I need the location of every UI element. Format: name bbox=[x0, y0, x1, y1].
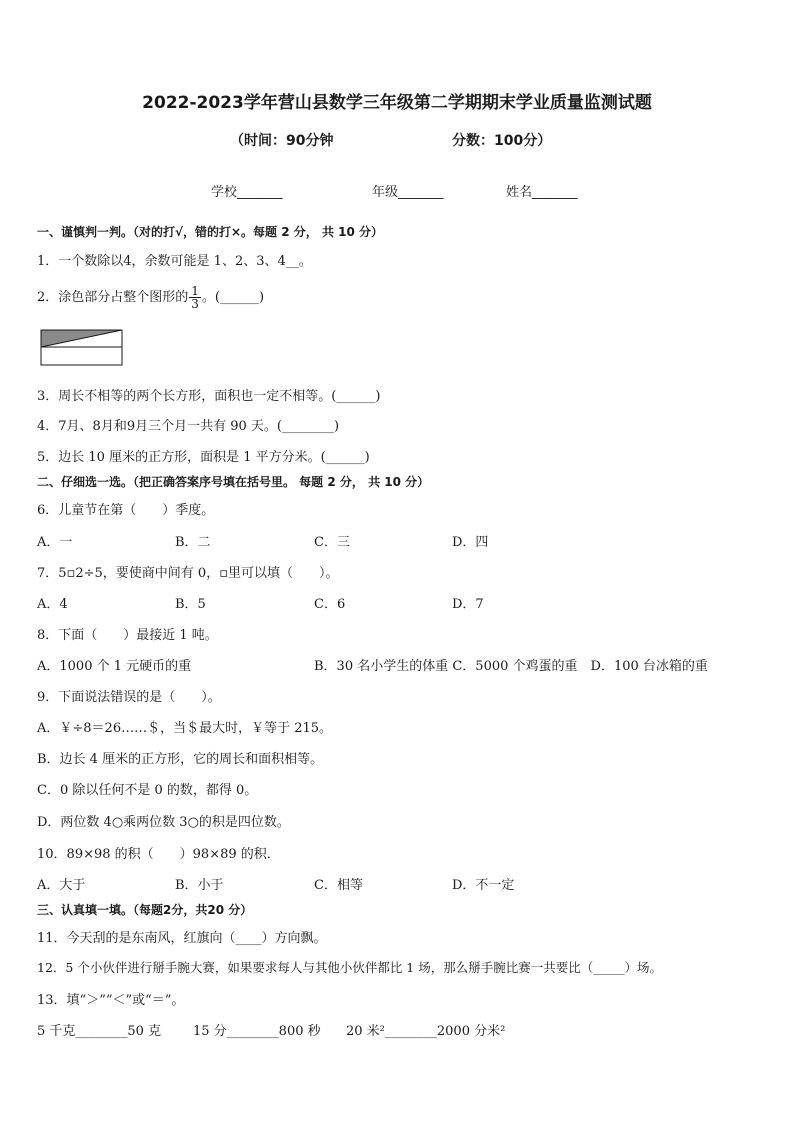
question-9: 9．下面说法错误的是（ ）。 bbox=[37, 690, 221, 705]
section-1-heading: 一、谨慎判一判。（对的打√，错的打×。每题 2 分， 共 10 分） bbox=[37, 225, 383, 239]
option-d: D．7 bbox=[452, 597, 484, 612]
options-b-c-d: B．30 名小学生的体重 C．5000 个鸡蛋的重 D．100 台冰箱的重 bbox=[314, 659, 708, 674]
option-b: B．5 bbox=[175, 597, 206, 612]
option-d: D．四 bbox=[452, 535, 489, 550]
option-a: A．一 bbox=[37, 535, 73, 550]
page-title: 2022-2023学年营山县数学三年级第二学期期末学业质量监测试题 bbox=[142, 93, 652, 113]
option-a: A．1000 个 1 元硬币的重 bbox=[37, 659, 192, 674]
compare-item-2: 15 分________800 秒 bbox=[193, 1024, 321, 1039]
question-11: 11．今天刮的是东南风，红旗向（____）方向飘。 bbox=[37, 931, 327, 946]
school-field: 学校_______ bbox=[211, 185, 283, 200]
option-c: C．6 bbox=[314, 597, 346, 612]
section-3-heading: 三、认真填一填。（每题2分，共20 分） bbox=[37, 903, 253, 917]
fraction-numerator: 1 bbox=[191, 284, 199, 298]
compare-item-3: 20 米²________2000 分米² bbox=[346, 1024, 506, 1039]
option-a: A．4 bbox=[37, 597, 68, 612]
shaded-rectangle-figure bbox=[40, 329, 124, 367]
compare-item-1: 5 千克________50 克 bbox=[37, 1024, 162, 1039]
name-field: 姓名_______ bbox=[506, 185, 578, 200]
option-c: C．0 除以任何不是 0 的数，都得 0。 bbox=[37, 783, 258, 798]
option-a: A．大于 bbox=[37, 878, 86, 893]
question-12: 12．5 个小伙伴进行掰手腕大赛，如果要求每人与其他小伙伴都比 1 场，那么掰手腕比赛一共要比（_____）场。 bbox=[37, 960, 662, 975]
fraction-denominator: 3 bbox=[191, 297, 199, 311]
option-b: B．小于 bbox=[175, 878, 224, 893]
option-b: B．二 bbox=[175, 535, 211, 550]
question-4: 4．7月、8月和9月三个月一共有 90 天。(________) bbox=[37, 419, 340, 434]
option-d: D．两位数 4○乘两位数 3○的积是四位数。 bbox=[37, 815, 290, 830]
option-b: B．边长 4 厘米的正方形，它的周长和面积相等。 bbox=[37, 752, 324, 767]
question-13: 13．填“＞”“＜”或“＝”。 bbox=[37, 993, 185, 1008]
section-2-heading: 二、仔细选一选。（把正确答案序号填在括号里。 每题 2 分， 共 10 分） bbox=[37, 475, 430, 489]
question-7: 7．5▫2÷5，要使商中间有 0，▫里可以填（ ）。 bbox=[37, 566, 339, 581]
option-d: D．不一定 bbox=[452, 878, 515, 893]
question-5: 5．边长 10 厘米的正方形，面积是 1 平方分米。(______) bbox=[37, 450, 370, 465]
question-1: 1．一个数除以4，余数可能是 1、2、3、4__。 bbox=[37, 254, 312, 269]
question-2-text: 2．涂色部分占整个图形的 bbox=[37, 290, 189, 305]
question-3: 3．周长不相等的两个长方形，面积也一定不相等。(______) bbox=[37, 389, 381, 404]
question-2-blank: 。(______) bbox=[201, 290, 265, 305]
question-10: 10．89×98 的积（ ）98×89 的积． bbox=[37, 847, 280, 862]
exam-score: 分数：100分） bbox=[452, 133, 552, 149]
option-a: A．￥÷8＝26……＄，当＄最大时，￥等于 215。 bbox=[37, 721, 333, 736]
fraction bbox=[189, 285, 201, 310]
question-2 bbox=[37, 285, 264, 310]
option-c: C．三 bbox=[314, 535, 350, 550]
exam-time: （时间：90分钟 bbox=[230, 133, 334, 149]
grade-field: 年级_______ bbox=[372, 185, 444, 200]
question-6: 6．儿童节在第（ ）季度。 bbox=[37, 503, 215, 518]
option-c: C．相等 bbox=[314, 878, 363, 893]
question-8: 8．下面（ ）最接近 1 吨。 bbox=[37, 628, 218, 643]
